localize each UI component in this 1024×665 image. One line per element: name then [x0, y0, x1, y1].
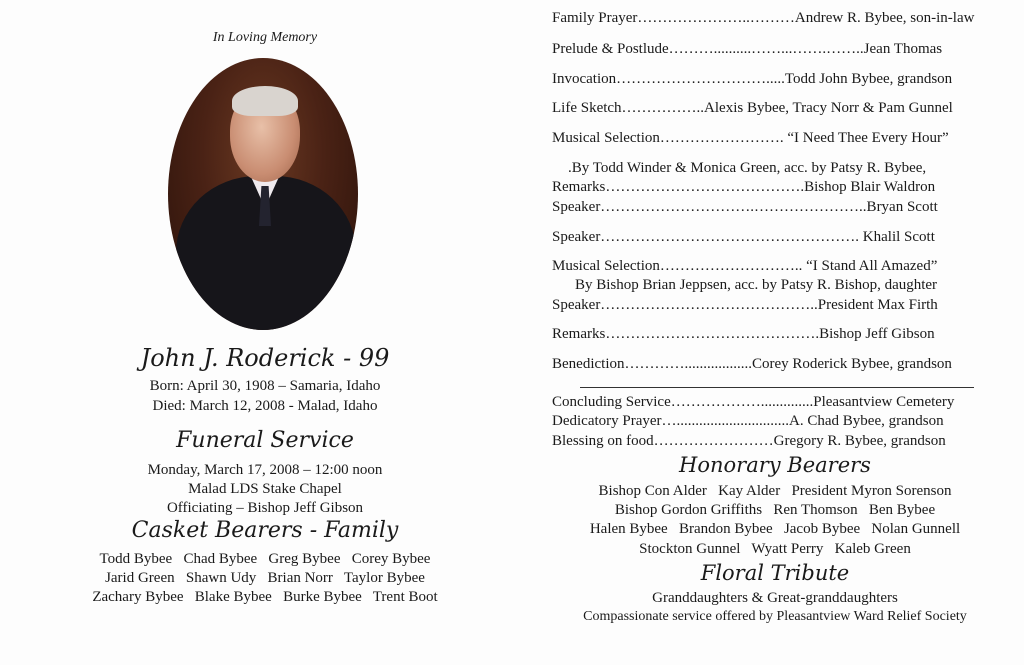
casket-bearers-row: Todd Bybee Chad Bybee Greg Bybee Corey Bybee	[99, 551, 431, 567]
program-item-invocation: Invocation………………………….....Todd John Bybee, grandson	[552, 71, 953, 87]
honorary-bearers-row: Bishop Gordon Griffiths Ren Thomson Ben Bybee	[614, 502, 936, 518]
program-item-life-sketch: Life Sketch……………..Alexis Bybee, Tracy Norr & Pam Gunnel	[552, 100, 953, 116]
officiating-line: Officiating – Bishop Jeff Gibson	[166, 500, 364, 516]
honorary-bearers-row: Stockton Gunnel Wyatt Perry Kaleb Green	[639, 541, 911, 557]
floral-tribute-heading: Floral Tribute	[700, 561, 850, 585]
concluding-item: Blessing on food……………………Gregory R. Bybee, grandson	[552, 433, 946, 449]
service-date-time: Monday, March 17, 2008 – 12:00 noon	[147, 462, 383, 478]
portrait-photo	[168, 58, 358, 330]
funeral-service-heading: Funeral Service	[176, 428, 354, 453]
casket-bearers-heading: Casket Bearers - Family	[131, 518, 399, 543]
deceased-name: John J. Roderick - 99	[140, 344, 390, 372]
section-divider	[580, 387, 974, 388]
concluding-item: Concluding Service………………..............Pleasantview Cemetery	[552, 394, 955, 410]
program-item-speaker: Speaker……………………………………..President Max Firth	[552, 297, 938, 313]
casket-bearers-row: Jarid Green Shawn Udy Brian Norr Taylor Bybee	[105, 570, 425, 586]
right-panel	[540, 0, 1010, 665]
program-item-remarks: Remarks…………………………………….Bishop Jeff Gibson	[552, 326, 935, 342]
program-item-remarks: Remarks………………………………….Bishop Blair Waldron	[552, 179, 936, 195]
service-location: Malad LDS Stake Chapel	[188, 481, 342, 497]
program-item-musical-selection: Musical Selection……………………. “I Need Thee Every Hour”	[552, 130, 949, 146]
program-item-family-prayer: Family Prayer…………………..………Andrew R. Bybee, son-in-law	[552, 10, 975, 26]
program-item-musical-selection: Musical Selection……………………….. “I Stand All Amazed”	[552, 258, 938, 274]
death-line: Died: March 12, 2008 - Malad, Idaho	[152, 398, 378, 414]
program-item-speaker: Speaker………………………….…………………..Bryan Scott	[552, 199, 938, 215]
casket-bearers-row: Zachary Bybee Blake Bybee Burke Bybee Trent Boot	[92, 589, 438, 605]
portrait-hair	[232, 86, 298, 116]
program-item-benediction: Benediction…………..................Corey Roderick Bybee, grandson	[552, 356, 952, 372]
concluding-item: Dedicatory Prayer…..............................A. Chad Bybee, grandson	[552, 413, 944, 429]
honorary-bearers-row: Halen Bybee Brandon Bybee Jacob Bybee Nolan Gunnell	[589, 521, 961, 537]
program-item-prelude: Prelude & Postlude………..........……...…….……..Jean Thomas	[552, 41, 943, 57]
floral-tribute-line: Granddaughters & Great-granddaughters	[652, 590, 898, 606]
program-item-musical-performers: By Bishop Brian Jeppsen, acc. by Patsy R. Bishop, daughter	[575, 277, 938, 293]
honorary-bearers-row: Bishop Con Alder Kay Alder President Myron Sorenson	[598, 483, 952, 499]
program-item-speaker: Speaker……………………………………………. Khalil Scott	[552, 229, 935, 245]
in-loving-memory: In Loving Memory	[212, 30, 318, 45]
compassionate-service-line: Compassionate service offered by Pleasantview Ward Relief Society	[583, 609, 967, 624]
honorary-bearers-heading: Honorary Bearers	[679, 453, 871, 477]
program-item-musical-performers: .By Todd Winder & Monica Green, acc. by Patsy R. Bybee,	[568, 160, 927, 176]
birth-line: Born: April 30, 1908 – Samaria, Idaho	[149, 378, 381, 394]
